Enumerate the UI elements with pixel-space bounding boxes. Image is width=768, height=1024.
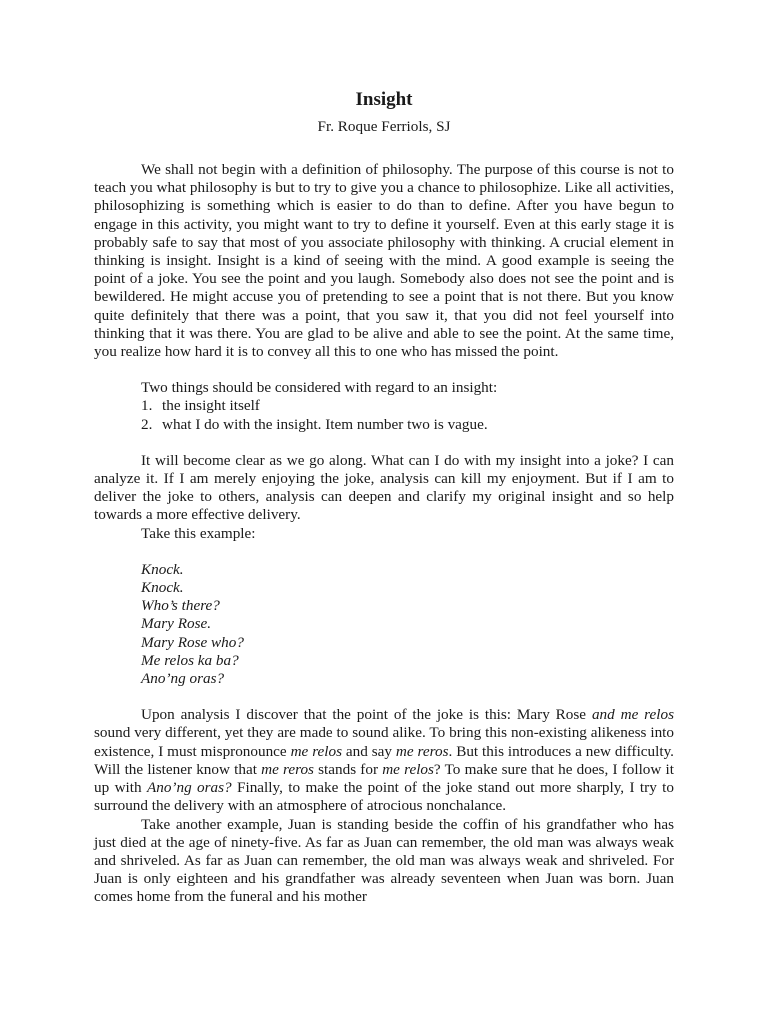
example-intro: Take this example: [141, 524, 256, 542]
list-item [94, 397, 674, 415]
joke-line: Ano’ng oras? [141, 670, 225, 688]
paragraph-intro: We shall not begin with a definition of philosophy. The purpose of this course is not to teach you what philosophy is but to try to give you a chance to philosophize. Like all activities, philosophizing is something which is easier to do than to define. After you have begun to engage in this activity, you might want to try to define it yourself. Even at this early stage it is probably safe to say that most of you associate philosophy with thinking. A crucial element in thinking is insight. Insight is a kind of seeing with the mind. A good example is seeing the point of a joke. You see the point and you laugh. Somebody also does not see the point and is bewildered. He might accuse you of pretending to see a point that is not there. But you know quite definitely that there was a point, that you saw it, that you did not feel yourself into thinking that it was there. You are glad to be alive and able to see the point. At the same time, you realize how hard it is to convey all this to one who has missed the point. [94, 161, 674, 361]
joke-line: Mary Rose who? [141, 633, 244, 651]
list-item [94, 416, 674, 434]
joke-line: Me relos ka ba? [141, 651, 239, 669]
list-number: 2. [141, 415, 153, 433]
list-number: 1. [141, 397, 153, 415]
joke-line: Mary Rose. [141, 615, 212, 633]
document-title: Insight [355, 89, 413, 110]
paragraph-two-things: Two things should be considered with regard to an insight: [141, 379, 498, 397]
paragraph-analysis: It will become clear as we go along. What can I do with my insight into a joke? I can analyze it. If I am merely enjoying the joke, analysis can kill my enjoyment. But if I am to deliver the joke to others, analysis can deepen and clarify my original insight and so help towards a more effective delivery. [94, 451, 674, 524]
paragraph-joke-analysis: Upon analysis I discover that the point of the joke is this: Mary Rose and me relos sound very different, yet they are made to sound alike. To bring this non-existing alikeness into existence, I must mispronounce me relos and say me reros. But this introduces a new difficulty. Will the listener know that me reros stands for me relos? To make sure that he does, I follow it up with Ano’ng oras? Finally, to make the point of the joke stand out more sharply, I try to surround the delivery with an atmosphere of atrocious nonchalance. [94, 706, 674, 815]
list-text: the insight itself [162, 397, 260, 415]
list-text: what I do with the insight. Item number two is vague. [162, 415, 488, 433]
insight-list [94, 397, 674, 433]
author-line: Fr. Roque Ferriols, SJ [317, 118, 451, 135]
paragraph-second-example: Take another example, Juan is standing beside the coffin of his grandfather who has just died at the age of ninety-five. As far as Juan can remember, the old man was always weak and shriveled. As far as Juan can remember, the old man was always weak and shriveled. For Juan is only eighteen and his grandfather was already seventeen when Juan was born. Juan comes home from the funeral and his mother [94, 815, 674, 906]
joke-line: Who’s there? [141, 597, 220, 615]
joke-line: Knock. [141, 579, 184, 597]
joke-block [141, 561, 674, 688]
joke-line: Knock. [141, 560, 184, 578]
